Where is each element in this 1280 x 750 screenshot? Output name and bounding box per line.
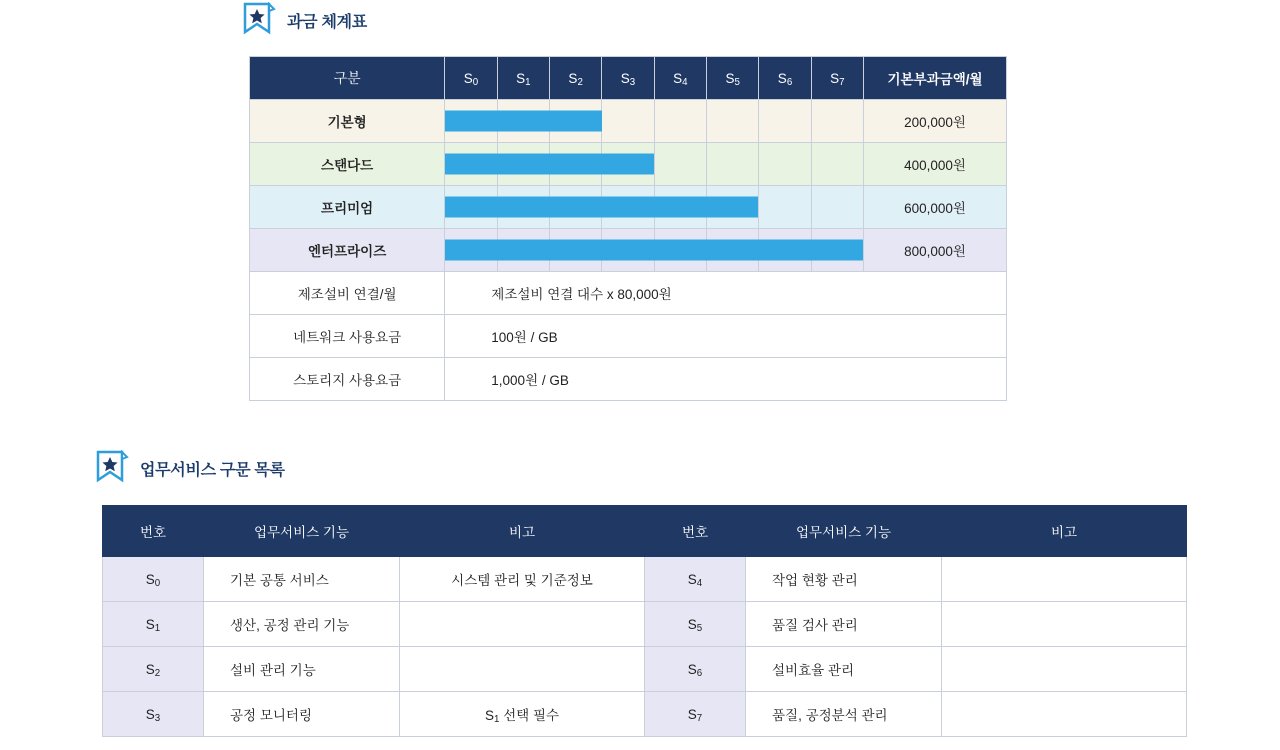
header-s5: $S_5$ [707, 57, 759, 100]
extra-label-2: 스토리지 사용요금 [250, 358, 445, 401]
header-s7: $S_7$ [811, 57, 863, 100]
plan-price-1: 400,000원 [864, 143, 1007, 186]
table-row [103, 557, 1187, 602]
plan-1-cell-s4 [654, 143, 706, 186]
services-section-heading [96, 450, 285, 486]
plan-0-cell-s3 [602, 100, 654, 143]
pricing-header-row [250, 57, 1007, 100]
table-row [250, 143, 1007, 186]
plan-3-cell-s2 [549, 229, 601, 272]
plan-1-cell-s3 [602, 143, 654, 186]
plan-price-0: 200,000원 [864, 100, 1007, 143]
plan-0-cell-s5 [707, 100, 759, 143]
plan-2-cell-s0 [445, 186, 497, 229]
extra-value-2: 1,000원 / GB [445, 358, 1007, 401]
table-row [103, 692, 1187, 737]
header-s3: $S_3$ [602, 57, 654, 100]
table-row [103, 602, 1187, 647]
table-row [250, 229, 1007, 272]
service-fn-s7: 품질, 공정분석 관리 [746, 692, 942, 737]
service-note-s7 [942, 692, 1187, 737]
pricing-section-title: 과금 체계표 [287, 13, 367, 31]
service-table-container [102, 505, 1179, 737]
plan-3-cell-s5 [707, 229, 759, 272]
header-base-fee: 기본부과금액/월 [864, 57, 1007, 100]
plan-0-cell-s1 [497, 100, 549, 143]
extra-label-0: 제조설비 연결/월 [250, 272, 445, 315]
service-no-s2: $S_2$ [103, 647, 204, 692]
plan-3-cell-s3 [602, 229, 654, 272]
service-header-1: 업무서비스 기능 [204, 506, 400, 557]
service-fn-s2: 설비 관리 기능 [204, 647, 400, 692]
service-no-s7: $S_7$ [645, 692, 746, 737]
service-header-0: 번호 [103, 506, 204, 557]
service-no-s5: $S_5$ [645, 602, 746, 647]
service-note-s2 [400, 647, 645, 692]
header-s1: $S_1$ [497, 57, 549, 100]
service-no-s0: $S_0$ [103, 557, 204, 602]
plan-1-cell-s0 [445, 143, 497, 186]
header-s0: $S_0$ [445, 57, 497, 100]
plan-price-3: 800,000원 [864, 229, 1007, 272]
bookmark-star-icon [243, 2, 277, 38]
plan-0-cell-s4 [654, 100, 706, 143]
plan-name-3: 엔터프라이즈 [250, 229, 445, 272]
table-row [103, 647, 1187, 692]
plan-0-cell-s7 [811, 100, 863, 143]
plan-1-cell-s7 [811, 143, 863, 186]
service-header-3: 번호 [645, 506, 746, 557]
table-row [250, 272, 1007, 315]
plan-3-cell-s7 [811, 229, 863, 272]
plan-1-cell-s2 [549, 143, 601, 186]
extra-value-1: 100원 / GB [445, 315, 1007, 358]
plan-price-2: 600,000원 [864, 186, 1007, 229]
plan-1-cell-s6 [759, 143, 811, 186]
service-fn-s0: 기본 공통 서비스 [204, 557, 400, 602]
service-no-s3: $S_3$ [103, 692, 204, 737]
service-table [102, 505, 1187, 737]
table-row [250, 186, 1007, 229]
table-row [250, 358, 1007, 401]
plan-name-1: 스탠다드 [250, 143, 445, 186]
service-no-s1: $S_1$ [103, 602, 204, 647]
service-fn-s6: 설비효율 관리 [746, 647, 942, 692]
services-section-title: 업무서비스 구문 목록 [140, 461, 285, 479]
plan-3-cell-s0 [445, 229, 497, 272]
bookmark-star-icon [96, 450, 130, 486]
service-fn-s1: 생산, 공정 관리 기능 [204, 602, 400, 647]
plan-2-cell-s2 [549, 186, 601, 229]
plan-2-cell-s4 [654, 186, 706, 229]
table-row [250, 100, 1007, 143]
pricing-section-heading [243, 2, 367, 38]
service-note-s0: 시스템 관리 및 기준정보 [400, 557, 645, 602]
extra-value-0: 제조설비 연결 대수 x 80,000원 [445, 272, 1007, 315]
service-note-s1 [400, 602, 645, 647]
service-note-s5 [942, 602, 1187, 647]
plan-name-2: 프리미엄 [250, 186, 445, 229]
header-s4: $S_4$ [654, 57, 706, 100]
plan-name-0: 기본형 [250, 100, 445, 143]
pricing-table [249, 56, 1007, 401]
plan-2-cell-s5 [707, 186, 759, 229]
table-row [250, 315, 1007, 358]
service-no-s4: $S_4$ [645, 557, 746, 602]
pricing-table-container [249, 56, 1007, 401]
service-header-2: 비고 [400, 506, 645, 557]
plan-0-cell-s2 [549, 100, 601, 143]
service-fn-s3: 공정 모니터링 [204, 692, 400, 737]
service-header-row [103, 506, 1187, 557]
plan-3-cell-s1 [497, 229, 549, 272]
header-category: 구분 [250, 57, 445, 100]
plan-2-cell-s3 [602, 186, 654, 229]
service-fn-s5: 품질 검사 관리 [746, 602, 942, 647]
service-no-s6: $S_6$ [645, 647, 746, 692]
extra-label-1: 네트워크 사용요금 [250, 315, 445, 358]
plan-2-cell-s6 [759, 186, 811, 229]
service-fn-s4: 작업 현황 관리 [746, 557, 942, 602]
service-note-s4 [942, 557, 1187, 602]
service-note-s3: $S_1$ 선택 필수 [400, 692, 645, 737]
service-header-4: 업무서비스 기능 [746, 506, 942, 557]
plan-0-cell-s6 [759, 100, 811, 143]
plan-0-cell-s0 [445, 100, 497, 143]
plan-3-cell-s6 [759, 229, 811, 272]
header-s6: $S_6$ [759, 57, 811, 100]
plan-3-cell-s4 [654, 229, 706, 272]
plan-2-cell-s1 [497, 186, 549, 229]
plan-2-cell-s7 [811, 186, 863, 229]
service-header-5: 비고 [942, 506, 1187, 557]
header-s2: $S_2$ [549, 57, 601, 100]
service-note-s6 [942, 647, 1187, 692]
plan-1-cell-s1 [497, 143, 549, 186]
plan-1-cell-s5 [707, 143, 759, 186]
